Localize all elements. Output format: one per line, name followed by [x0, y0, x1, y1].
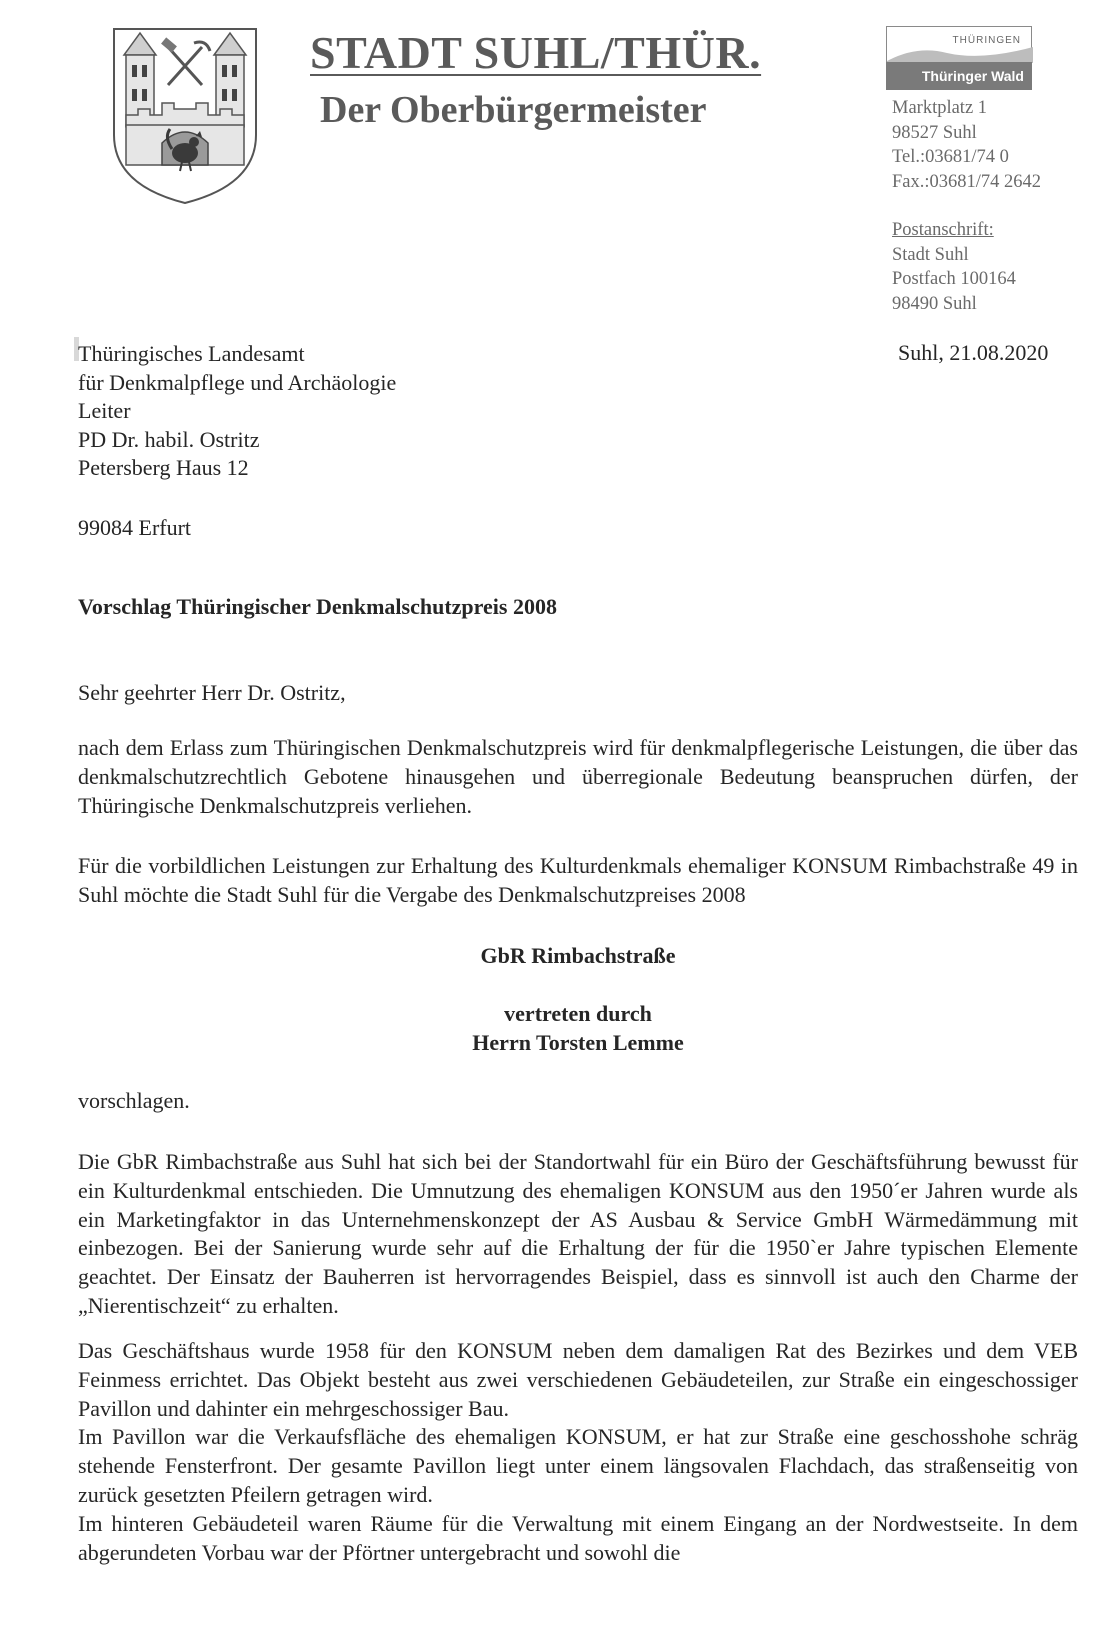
body-paragraph: Für die vorbildlichen Leistungen zur Erhaltung des Kulturdenkmals ehemaliger KONSUM Rimbachstraße 49 in Suhl möchte die Stadt Suhl für die Vergabe des Denkmalschutzpreises 2008	[78, 853, 1078, 907]
body-paragraph-group	[78, 1337, 1078, 1567]
letterhead-title: STADT SUHL/THÜR.	[310, 27, 762, 78]
postal-line: Postfach 100164	[892, 269, 1016, 289]
recipient-line: Thüringisches Landesamt	[78, 341, 305, 366]
nominee-representation	[78, 999, 1078, 1057]
letterhead-subtitle: Der Oberbürgermeister	[320, 89, 707, 131]
recipient-city: 99084 Erfurt	[78, 515, 192, 540]
coat-of-arms-icon	[110, 25, 260, 207]
logo-brand: THÜRINGEN	[952, 35, 1021, 46]
salutation: Sehr geehrter Herr Dr. Ostritz,	[78, 680, 346, 705]
recipient-line: Petersberg Haus 12	[78, 455, 249, 480]
letter-subject: Vorschlag Thüringischer Denkmalschutzpreis 2008	[78, 594, 557, 619]
recipient-line: Leiter	[78, 398, 131, 423]
recipient-line: für Denkmalpflege und Archäologie	[78, 369, 397, 395]
address-line: Marktplatz 1	[892, 98, 988, 118]
body-paragraph: Das Geschäftshaus wurde 1958 für den KONSUM neben dem damaligen Rat des Bezirkes und dem VEB Feinmess errichtet. Das Objekt besteht aus zwei verschiedenen Gebäudeteilen, zur Straße ein eingeschossiger Pavillon und dahinter ein mehrgeschossiger Bau.	[78, 1338, 1078, 1421]
address-line: Tel.:03681/74 0	[892, 147, 1009, 167]
letter-date: Suhl, 21.08.2020	[898, 340, 1049, 365]
recipient-address	[78, 340, 396, 483]
postal-heading: Postanschrift:	[892, 220, 994, 240]
closing-word: vorschlagen.	[78, 1088, 190, 1113]
postal-line: 98490 Suhl	[892, 293, 977, 314]
body-paragraph: Die GbR Rimbachstraße aus Suhl hat sich bei der Standortwahl für ein Büro der Geschäftsführung bewusst für ein Kulturdenkmal entschieden. Die Umnutzung des ehemaligen KONSUM aus den 1950´er Jahren wurde als ein Marketingfaktor in das Unternehmenskonzept der AS Ausbau & Service GmbH Wärmedämmung mit einbezogen. Bei der Sanierung wurde sehr auf die Erhaltung der für die 1950`er Jahre typischen Elemente geachtet. Der Einsatz der Bauherren ist hervorragendes Beispiel, dass es sinnvoll ist auch den Charme der „Nierentischzeit“ zu erhalten.	[78, 1149, 1078, 1318]
logo-tagline: Thüringer Wald	[886, 62, 1032, 90]
logo-top-panel	[886, 26, 1032, 62]
nominee-name: GbR Rimbachstraße	[480, 943, 676, 968]
body-paragraph: Im hinteren Gebäudeteil waren Räume für die Verwaltung mit einem Eingang an der Nordwestseite. In dem abgerundeten Vorbau war der Pförtner untergebracht und sowohl die	[78, 1510, 1078, 1565]
address-line: Fax.:03681/74 2642	[892, 171, 1042, 192]
body-paragraph: nach dem Erlass zum Thüringischen Denkmalschutzpreis wird für denkmalpflegerische Leistungen, die über das denkmalschutzrechtlich Gebotene hinausgehen und überregionale Bedeutung beanspruchen dürfen, der Thüringische Denkmalschutzpreis verliehen.	[78, 735, 1078, 818]
sender-address	[892, 96, 1041, 316]
body-paragraph: Im Pavillon war die Verkaufsfläche des ehemaligen KONSUM, er hat zur Straße eine geschosshohe schräg stehende Fensterfront. Der gesamte Pavillon liegt unter einem längsovalen Flachdach, das straßenseitig von zurück gesetzten Pfeilern getragen wird.	[78, 1424, 1078, 1507]
postal-line: Stadt Suhl	[892, 244, 969, 265]
represented-by-label: vertreten durch	[504, 1001, 652, 1026]
representative-name: Herrn Torsten Lemme	[472, 1030, 684, 1055]
recipient-line: PD Dr. habil. Ostritz	[78, 426, 260, 452]
address-line: 98527 Suhl	[892, 122, 977, 143]
thueringer-wald-logo	[886, 26, 1032, 92]
